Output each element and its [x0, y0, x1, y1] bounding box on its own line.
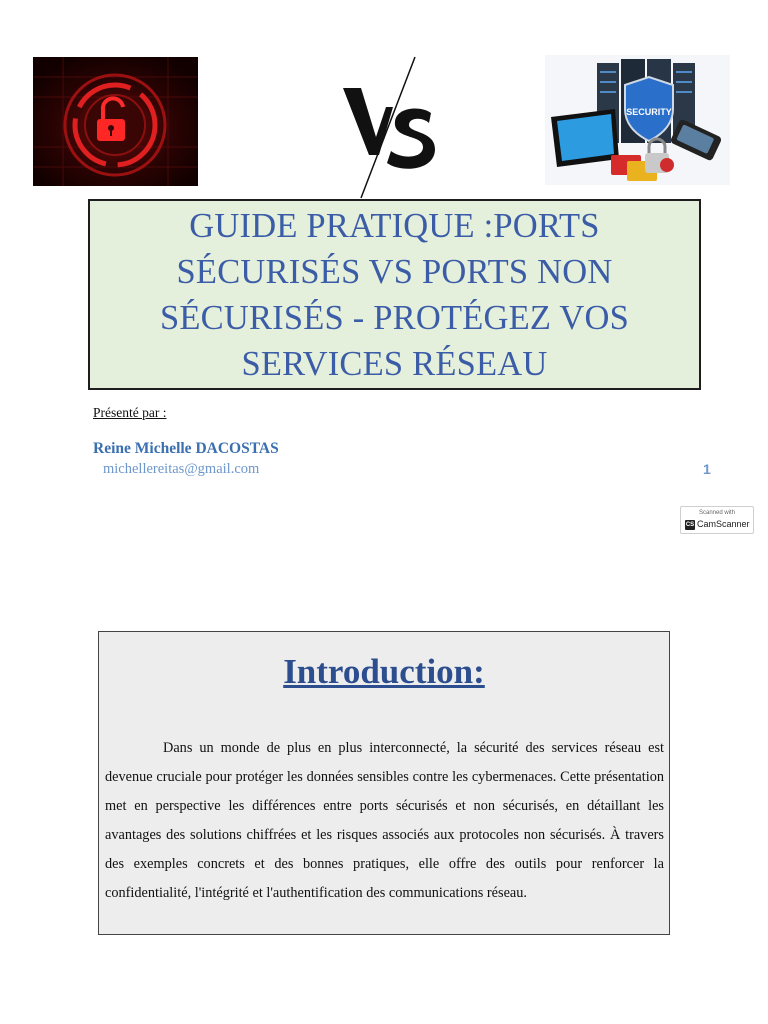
author-name: Reine Michelle DACOSTAS — [93, 440, 279, 457]
introduction-body: Dans un monde de plus en plus interconnecté, la sécurité des services réseau est devenue cruciale pour protéger les données sensibles contre les cybermenaces. Cette présentation met en perspective les différences entre ports sécurisés et non sécurisés, en détaillant les avantages des solutions chiffrées et les risques associés aux protocoles non sécurisés. À travers des exemples concrets et des bonnes pratiques, elle offre des outils pour renforcer la confidentialité, l'intégrité et l'authentification des communications réseau. — [105, 740, 664, 901]
camscanner-watermark — [680, 506, 754, 534]
introduction-box — [98, 631, 670, 935]
page-title: GUIDE PRATIQUE :PORTS SÉCURISÉS VS PORTS NON SÉCURISÉS - PROTÉGEZ VOS SERVICES RÉSEAU — [159, 206, 630, 383]
svg-text:SECURITY: SECURITY — [626, 107, 672, 117]
author-email[interactable]: michellereitas@gmail.com — [103, 461, 260, 477]
introduction-heading: Introduction: — [283, 652, 485, 691]
presented-by-label: Présenté par : — [93, 405, 167, 420]
camscanner-brand: CamScanner — [697, 519, 750, 529]
camscanner-scanned-with: Scanned with — [698, 510, 736, 516]
page-number: 1 — [703, 461, 711, 477]
title-box — [88, 199, 701, 390]
vs-logo — [335, 55, 445, 200]
camscanner-logo-icon: CS — [685, 522, 695, 528]
security-devices-image — [545, 55, 730, 185]
unlocked-padlock-icon — [33, 57, 198, 186]
cyber-lock-image — [33, 57, 198, 186]
